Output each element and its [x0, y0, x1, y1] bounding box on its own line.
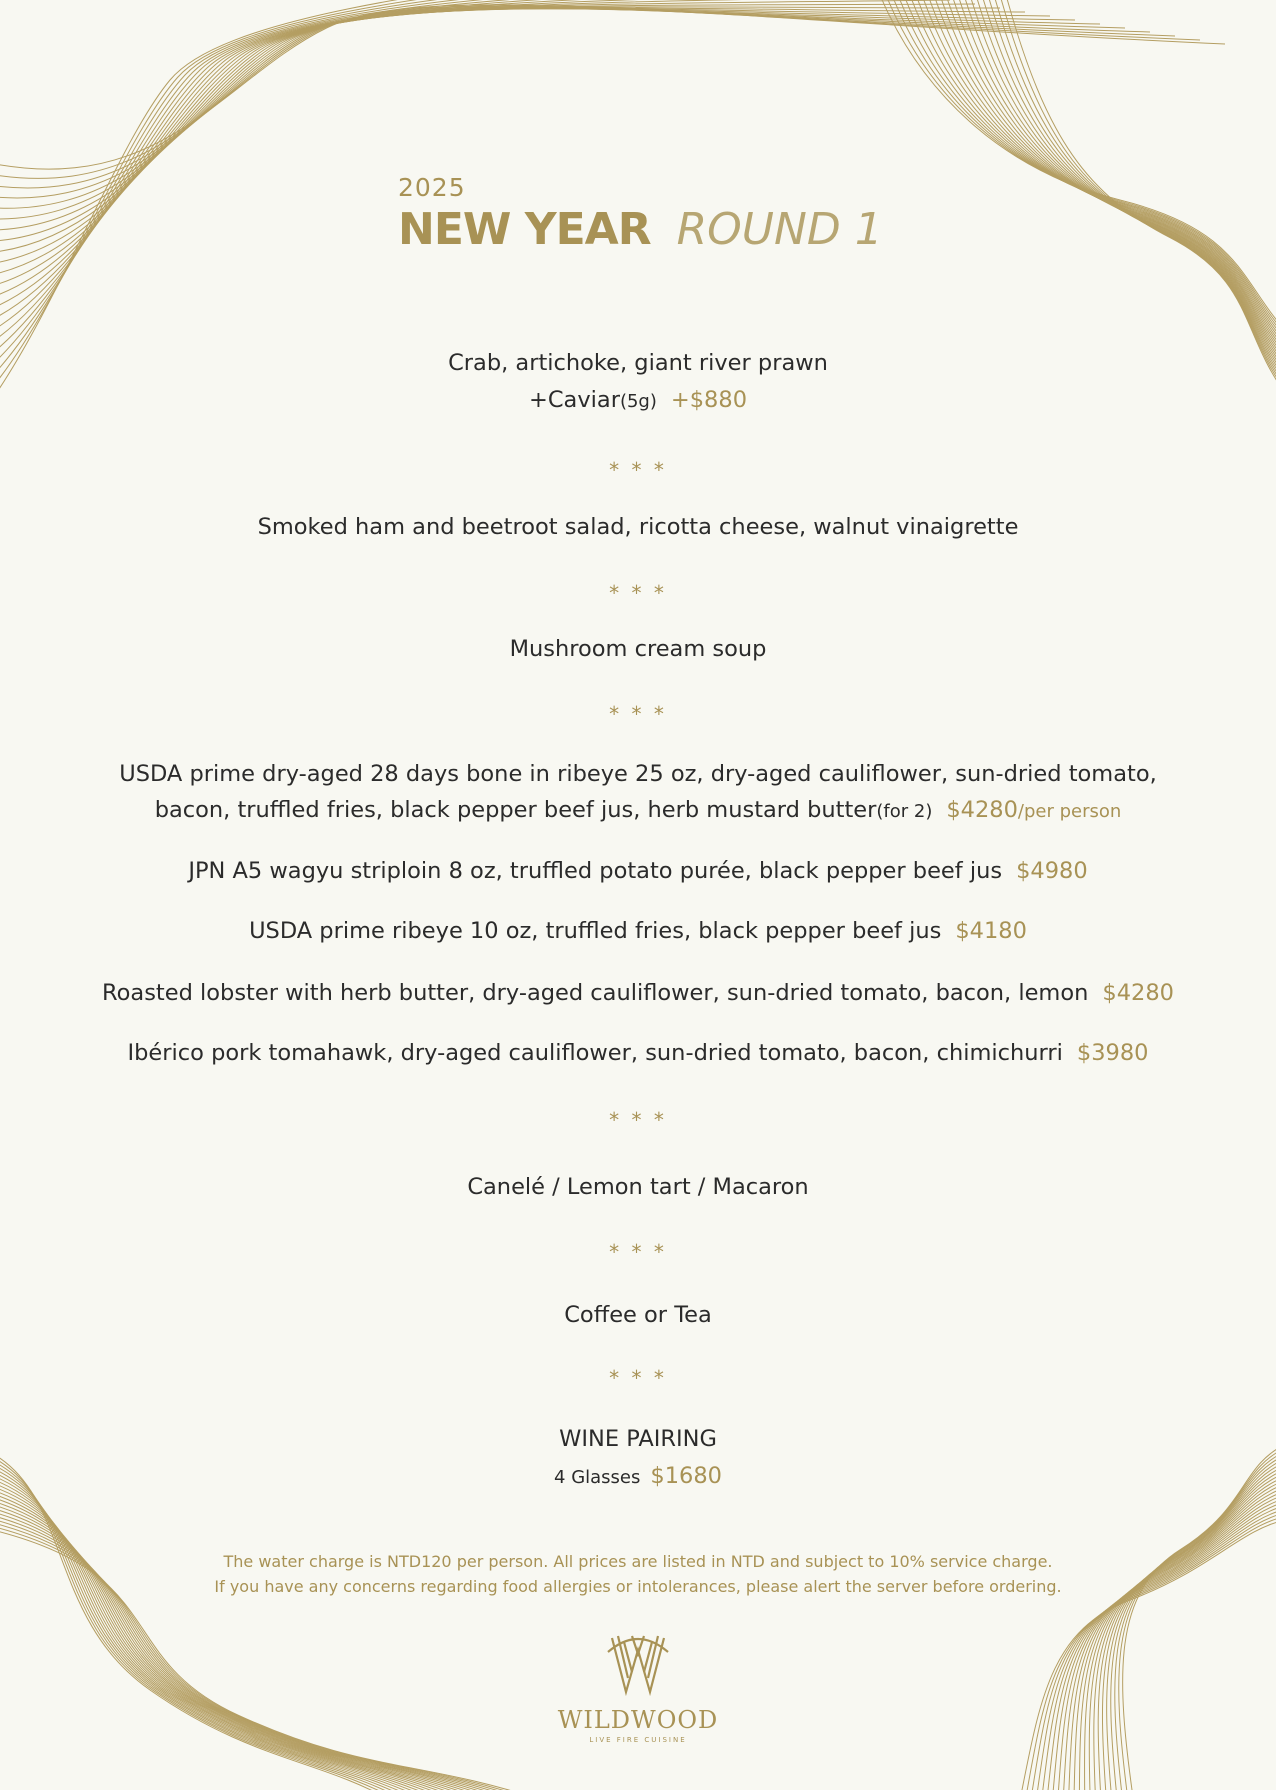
main-dish-2-price: $4980 [1016, 858, 1088, 884]
contour-line [886, 0, 1276, 333]
contour-line [0, 1495, 469, 1790]
dessert-dish: Canelé / Lemon tart / Macaron [467, 1174, 809, 1200]
wildwood-w-icon [606, 1632, 670, 1698]
contour-line [0, 1505, 491, 1790]
contour-line [0, 1459, 397, 1790]
main-dish-5-name: Ibérico pork tomahawk, dry-aged cauliflower, sun-dried tomato, bacon, chimichurri [127, 1040, 1063, 1066]
wine-pairing-label: 4 Glasses [554, 1467, 641, 1488]
contour-line [1107, 1459, 1276, 1790]
logo-tagline: LIVE FIRE CUISINE [589, 1736, 687, 1744]
main-dish-1-price: $4280 [946, 797, 1018, 823]
main-dish-1-qualifier: (for 2) [876, 801, 933, 822]
menu-title-sub: ROUND 1 [676, 204, 883, 255]
contour-line [940, 0, 1276, 360]
contour-line [922, 0, 1276, 351]
service-charge-note: The water charge is NTD120 per person. All prices are listed in NTD and subject to 10% service charge. [223, 1552, 1053, 1571]
contour-line [1006, 0, 1276, 393]
contour-line [1069, 1488, 1276, 1790]
contour-line [1094, 1470, 1276, 1790]
addon-label: +Caviar [528, 387, 620, 413]
addon-qty: (5g) [619, 391, 657, 412]
addon-price: +$880 [670, 387, 748, 413]
contour-line [898, 0, 1276, 339]
contour-line [0, 1502, 484, 1790]
contour-line [0, 6, 1200, 179]
contour-line [1063, 1491, 1276, 1790]
contour-line [892, 0, 1276, 336]
contour-line [0, 0, 850, 329]
wine-pairing-title: WINE PAIRING [559, 1426, 717, 1452]
main-dish-4 [0, 982, 1276, 1005]
contour-line [1079, 1480, 1276, 1790]
main-dish-5 [0, 1042, 1276, 1065]
soup-dish: Mushroom cream soup [509, 636, 767, 662]
contour-line [1089, 1473, 1276, 1790]
contour-line [0, 7, 1175, 188]
menu-header [398, 173, 883, 255]
main-dish-1-price-suffix: /per person [1017, 801, 1122, 822]
contour-line [0, 1491, 462, 1790]
contour-line [928, 0, 1276, 354]
contour-line [1058, 1495, 1276, 1790]
course-separator: * * * [609, 1108, 667, 1132]
main-dish-3 [0, 920, 1276, 943]
contour-line [988, 0, 1276, 384]
contour-line [1047, 1502, 1276, 1790]
main-dish-1-text: bacon, truffled fries, black pepper beef jus, herb mustard butter [154, 797, 877, 823]
wine-pairing-price: $1680 [650, 1463, 722, 1489]
contour-line [1000, 0, 1276, 390]
main-dish-1-line2 [0, 799, 1276, 822]
contour-line [1042, 1506, 1276, 1790]
contour-line [916, 0, 1276, 348]
contour-line [0, 1469, 419, 1790]
contour-line [0, 0, 875, 318]
contour-line [904, 0, 1276, 342]
contour-line [1119, 1448, 1276, 1790]
wine-pairing-offer [0, 1465, 1276, 1488]
main-dish-2 [0, 860, 1276, 883]
contour-line [0, 1462, 404, 1790]
menu-title [398, 204, 883, 255]
contour-line [934, 0, 1276, 357]
starter-dish: Crab, artichoke, giant river prawn [448, 350, 828, 376]
contour-line [994, 0, 1276, 387]
contour-line [0, 0, 900, 307]
contour-line [1123, 1444, 1276, 1790]
contour-line [1098, 1466, 1276, 1790]
contour-line [0, 8, 1150, 202]
course-separator: * * * [609, 458, 667, 482]
main-dish-3-name: USDA prime ribeye 10 oz, truffled fries, black pepper beef jus [249, 918, 942, 944]
contour-line [958, 0, 1276, 369]
course-separator: * * * [609, 581, 667, 605]
contour-line [0, 1455, 390, 1790]
contour-line [0, 0, 825, 340]
menu-year: 2025 [398, 173, 466, 202]
main-dish-4-name: Roasted lobster with herb butter, dry-aged cauliflower, sun-dried tomato, bacon, lemon [102, 980, 1089, 1006]
contour-line [1111, 1455, 1276, 1790]
contour-line [0, 1473, 426, 1790]
menu-title-main: NEW YEAR [398, 204, 651, 255]
contour-line [0, 1466, 412, 1790]
contour-line [970, 0, 1276, 375]
contour-line [0, 5, 1225, 169]
main-dish-3-price: $4180 [955, 918, 1027, 944]
main-dish-5-price: $3980 [1076, 1040, 1149, 1066]
starter-addon [0, 389, 1276, 412]
contour-line [952, 0, 1276, 366]
contour-line [0, 1477, 433, 1790]
course-separator: * * * [609, 1240, 667, 1264]
contour-line [976, 0, 1276, 378]
contour-line [1085, 1477, 1276, 1790]
course-separator: * * * [609, 702, 667, 726]
contour-line [1052, 1498, 1276, 1790]
contour-line [910, 0, 1276, 345]
main-dish-4-price: $4280 [1102, 980, 1174, 1006]
wildwood-logo [538, 1632, 738, 1744]
contour-line [946, 0, 1276, 363]
contour-line [1074, 1484, 1276, 1790]
logo-wordmark: WILDWOOD [557, 1706, 719, 1734]
contour-line [0, 1487, 455, 1790]
contour-line [1102, 1462, 1276, 1790]
contour-line [0, 1484, 448, 1790]
drink-option: Coffee or Tea [564, 1302, 712, 1328]
course-separator: * * * [609, 1366, 667, 1390]
contour-line [880, 0, 1276, 330]
salad-dish: Smoked ham and beetroot salad, ricotta cheese, walnut vinaigrette [257, 514, 1019, 540]
contour-line [982, 0, 1276, 381]
contour-line [964, 0, 1276, 372]
contour-line [0, 1480, 440, 1790]
contour-line [0, 1498, 476, 1790]
main-dish-1-line1: USDA prime dry-aged 28 days bone in ribeye 25 oz, dry-aged cauliflower, sun-dried tomato, [119, 761, 1157, 787]
allergy-note: If you have any concerns regarding food allergies or intolerances, please alert the server before ordering. [214, 1577, 1062, 1596]
contour-line [1115, 1452, 1276, 1790]
main-dish-2-name: JPN A5 wagyu striploin 8 oz, truffled potato purée, black pepper beef jus [188, 858, 1003, 884]
